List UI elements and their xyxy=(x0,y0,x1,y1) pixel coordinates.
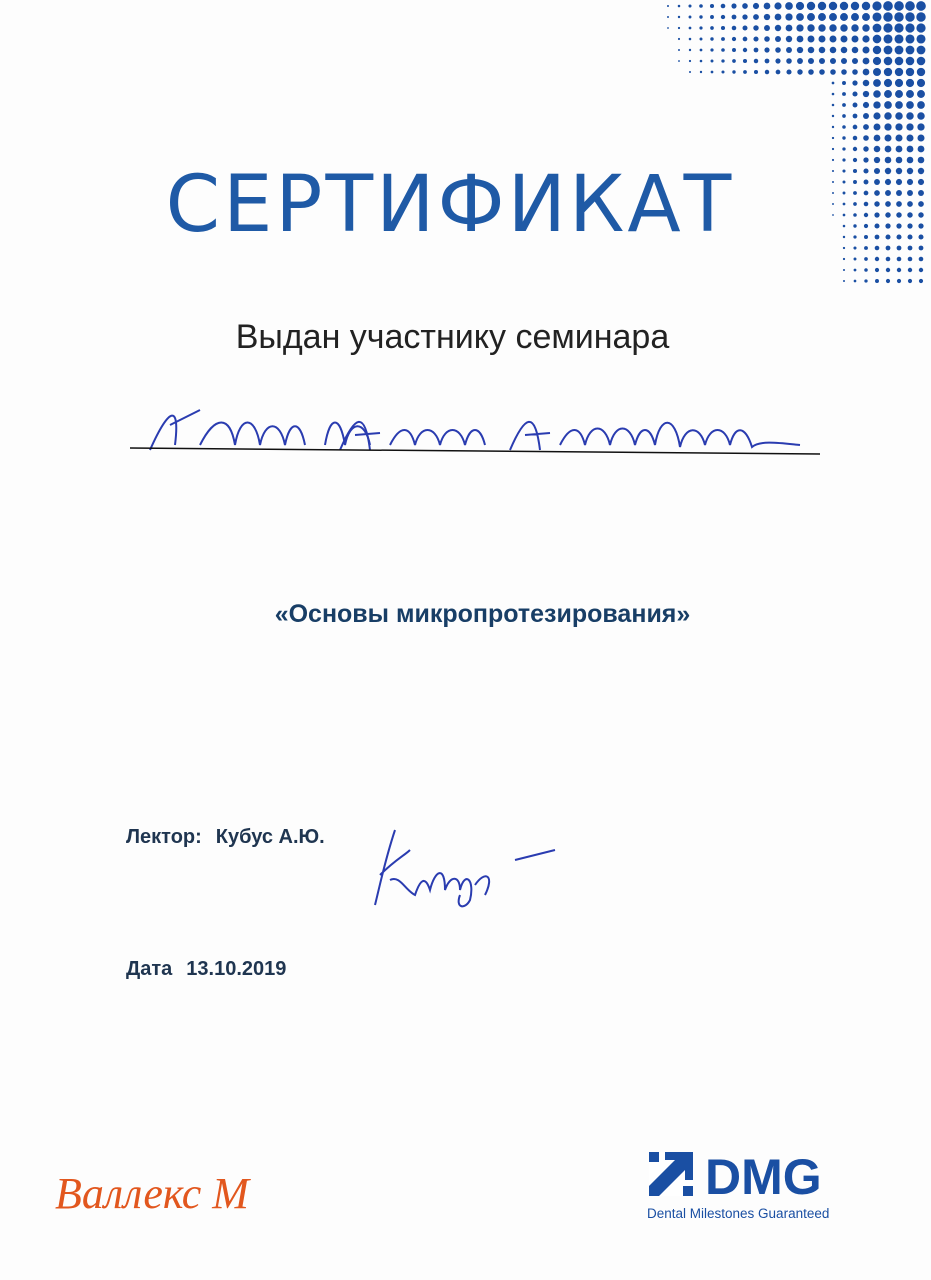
decorative-dot xyxy=(753,14,759,20)
decorative-dot xyxy=(862,24,869,31)
decorative-dot xyxy=(678,38,680,40)
decorative-dot xyxy=(807,13,815,21)
decorative-dot xyxy=(918,190,924,196)
decorative-dot xyxy=(853,114,858,119)
dmg-name: DMG xyxy=(705,1149,822,1205)
decorative-dot xyxy=(862,2,870,10)
decorative-dot xyxy=(832,148,834,150)
decorative-dot xyxy=(873,24,882,33)
decorative-dot xyxy=(908,268,912,272)
decorative-dot xyxy=(819,47,826,54)
decorative-dot xyxy=(742,3,748,9)
decorative-dot xyxy=(853,147,857,151)
decorative-dot xyxy=(832,93,835,96)
decorative-dot xyxy=(829,2,837,10)
decorative-dot xyxy=(700,38,703,41)
decorative-dot xyxy=(905,34,914,43)
decorative-dot xyxy=(886,279,890,283)
decorative-dot xyxy=(883,34,892,43)
decorative-dot xyxy=(689,49,691,51)
decorative-dot xyxy=(863,58,870,65)
decorative-dot xyxy=(852,47,859,54)
decorative-dot xyxy=(776,70,781,75)
dmg-arrow-icon xyxy=(649,1152,693,1196)
decorative-dot xyxy=(796,24,803,31)
decorative-dot xyxy=(863,102,869,108)
decorative-dot xyxy=(764,14,770,20)
decorative-dot xyxy=(721,15,725,19)
decorative-dot xyxy=(873,79,881,87)
decorative-dot xyxy=(699,26,702,29)
decorative-dot xyxy=(918,201,924,207)
decorative-dot xyxy=(678,27,680,29)
decorative-dot xyxy=(764,36,770,42)
decorative-dot xyxy=(710,48,713,51)
decorative-dot xyxy=(873,46,881,54)
decorative-dot xyxy=(732,48,736,52)
decorative-dot xyxy=(796,13,804,21)
decorative-dot xyxy=(710,37,713,40)
decorative-dot xyxy=(721,4,726,9)
decorative-dot xyxy=(829,24,836,31)
decorative-dot xyxy=(721,70,724,73)
vallex-logo-text: Валлекс М xyxy=(55,1169,249,1218)
decorative-dot xyxy=(897,279,901,283)
decorative-dot xyxy=(916,1,926,11)
decorative-dot xyxy=(700,71,702,73)
decorative-dot xyxy=(753,36,758,41)
decorative-dot xyxy=(842,114,846,118)
decorative-dot xyxy=(918,234,923,239)
decorative-dot xyxy=(884,134,891,141)
decorative-dot xyxy=(775,36,781,42)
decorative-dot xyxy=(907,201,913,207)
lecturer-line xyxy=(126,826,325,849)
decorative-dot xyxy=(916,12,925,21)
decorative-dot xyxy=(873,101,880,108)
decorative-dot xyxy=(711,71,714,74)
decorative-dot xyxy=(864,257,868,261)
decorative-dot xyxy=(905,1,915,11)
decorative-dot xyxy=(785,13,792,20)
decorative-dot xyxy=(808,69,814,75)
decorative-dot xyxy=(841,69,847,75)
decorative-dot xyxy=(862,13,870,21)
decorative-dot xyxy=(906,123,913,130)
decorative-dot xyxy=(906,90,914,98)
decorative-dot xyxy=(883,12,892,21)
decorative-dot xyxy=(908,279,912,283)
decorative-dot xyxy=(743,48,747,52)
decorative-dot xyxy=(853,103,858,108)
decorative-dot xyxy=(797,69,802,74)
decorative-dot xyxy=(895,112,902,119)
issued-to-text: Выдан участнику семинара xyxy=(235,318,670,356)
decorative-dot xyxy=(916,34,925,43)
decorative-dot xyxy=(731,3,736,8)
decorative-dot xyxy=(818,2,826,10)
decorative-dot xyxy=(863,124,869,130)
decorative-dot xyxy=(775,47,781,53)
decorative-dot xyxy=(851,24,858,31)
decorative-dot xyxy=(907,168,913,174)
decorative-dot xyxy=(908,246,913,251)
decorative-dot xyxy=(917,90,925,98)
decorative-dot xyxy=(863,146,868,151)
decorative-dot xyxy=(732,59,736,63)
decorative-dot xyxy=(700,49,703,52)
decorative-dot xyxy=(710,26,714,30)
decorative-dot xyxy=(797,36,804,43)
decorative-dot xyxy=(819,69,825,75)
decorative-dot xyxy=(917,79,925,87)
decorative-dot xyxy=(808,58,814,64)
decorative-dot xyxy=(906,68,914,76)
decorative-dot xyxy=(906,112,913,119)
decorative-dot xyxy=(896,146,903,153)
decorative-dot xyxy=(895,134,902,141)
decorative-dot xyxy=(842,92,846,96)
decorative-dot xyxy=(886,257,891,262)
decorative-dot xyxy=(808,47,815,54)
decorative-dot xyxy=(918,212,923,217)
decorative-dot xyxy=(895,101,903,109)
decorative-dot xyxy=(843,269,845,271)
decorative-dot xyxy=(852,36,859,43)
decorative-dot xyxy=(688,4,691,7)
lecturer-name: Кубус А.Ю. xyxy=(215,826,325,848)
decorative-dot xyxy=(786,25,793,32)
decorative-dot xyxy=(710,4,714,8)
decorative-dot xyxy=(917,57,926,66)
decorative-dot xyxy=(832,115,834,117)
decorative-dot xyxy=(873,68,881,76)
decorative-dot xyxy=(764,47,769,52)
decorative-dot xyxy=(875,268,879,272)
decorative-dot xyxy=(689,38,692,41)
decorative-dot xyxy=(884,101,892,109)
decorative-dot xyxy=(884,90,892,98)
decorative-dot xyxy=(797,58,803,64)
decorative-dot xyxy=(883,1,893,11)
decorative-dot xyxy=(862,35,869,42)
decorative-dot xyxy=(864,268,868,272)
decorative-dot xyxy=(895,79,903,87)
decorative-dot xyxy=(907,190,913,196)
decorative-dot xyxy=(897,268,901,272)
decorative-dot xyxy=(906,79,914,87)
decorative-dot xyxy=(884,79,892,87)
decorative-dot xyxy=(851,2,859,10)
decorative-dot xyxy=(711,60,714,63)
decorative-dot xyxy=(895,123,902,130)
decorative-dot xyxy=(897,257,902,262)
decorative-dot xyxy=(853,125,858,130)
decorative-dot xyxy=(765,70,769,74)
decorative-dot xyxy=(843,280,845,282)
decorative-dot xyxy=(786,58,792,64)
decorative-dot xyxy=(874,135,881,142)
decorative-dot xyxy=(819,36,826,43)
decorative-dot xyxy=(908,257,913,262)
decorative-dot xyxy=(753,3,759,9)
decorative-dot xyxy=(807,24,814,31)
decorative-dot xyxy=(917,134,924,141)
decorative-dot xyxy=(721,26,725,30)
decorative-dot xyxy=(775,58,780,63)
decorative-dot xyxy=(775,25,781,31)
decorative-dot xyxy=(840,2,848,10)
decorative-dot xyxy=(830,36,837,43)
decorative-dot xyxy=(906,101,914,109)
decorative-dot xyxy=(743,59,747,63)
decorative-dot xyxy=(918,223,923,228)
decorative-dot xyxy=(895,90,903,98)
decorative-dot xyxy=(689,71,691,73)
decorative-dot xyxy=(916,23,925,32)
decorative-dot xyxy=(884,112,891,119)
decorative-dot xyxy=(919,257,924,262)
decorative-dot xyxy=(907,223,912,228)
decorative-dot xyxy=(919,268,923,272)
decorative-dot xyxy=(699,4,703,8)
decorative-dot xyxy=(852,69,858,75)
decorative-dot xyxy=(807,2,815,10)
decorative-dot xyxy=(873,90,881,98)
decorative-dot xyxy=(832,137,834,139)
decorative-dot xyxy=(841,58,847,64)
decorative-dot xyxy=(918,179,924,185)
lecturer-signature xyxy=(365,820,565,910)
decorative-dot xyxy=(754,70,758,74)
decorative-dot xyxy=(895,68,903,76)
decorative-dot xyxy=(872,1,881,10)
decorative-dot xyxy=(883,23,892,32)
decorative-dot xyxy=(895,57,904,66)
decorative-dot xyxy=(819,58,825,64)
decorative-dot xyxy=(863,91,869,97)
decorative-dot xyxy=(796,2,804,10)
decorative-dot xyxy=(786,47,792,53)
course-title: «Основы микропротезирования» xyxy=(274,600,691,628)
decorative-dot xyxy=(786,36,792,42)
decorative-dot xyxy=(885,146,892,153)
decorative-dot xyxy=(743,37,748,42)
decorative-dot xyxy=(863,135,869,141)
decorative-dot xyxy=(852,91,857,96)
decorative-dot xyxy=(808,36,815,43)
decorative-dot xyxy=(873,35,882,44)
decorative-dot xyxy=(852,58,858,64)
decorative-dot xyxy=(854,258,857,261)
decorative-dot xyxy=(918,168,924,174)
decorative-dot xyxy=(872,12,881,21)
decorative-dot xyxy=(874,124,881,131)
decorative-dot xyxy=(919,246,924,251)
date-value: 13.10.2019 xyxy=(186,958,287,980)
decorative-dot xyxy=(721,59,724,62)
decorative-dot xyxy=(854,280,857,283)
decorative-dot xyxy=(864,279,867,282)
decorative-dot xyxy=(907,234,912,239)
decorative-dot xyxy=(667,16,669,18)
decorative-dot xyxy=(917,112,924,119)
decorative-dot xyxy=(678,16,680,18)
decorative-dot xyxy=(754,48,759,53)
decorative-dot xyxy=(842,81,846,85)
decorative-dot xyxy=(830,58,836,64)
decorative-dot xyxy=(832,104,835,107)
vallex-logo xyxy=(55,1160,315,1225)
decorative-dot xyxy=(841,36,848,43)
decorative-dot xyxy=(917,68,925,76)
decorative-dot xyxy=(884,123,891,130)
decorative-dot xyxy=(842,147,845,150)
decorative-dot xyxy=(818,24,825,31)
decorative-dot xyxy=(774,2,781,9)
decorative-dot xyxy=(884,57,893,66)
decorative-dot xyxy=(843,258,845,260)
dmg-logo xyxy=(645,1148,865,1228)
decorative-dot xyxy=(732,26,737,31)
decorative-dot xyxy=(853,136,858,141)
lecturer-label: Лектор: xyxy=(126,826,202,848)
date-line xyxy=(126,958,286,981)
decorative-dot xyxy=(754,59,758,63)
decorative-dot xyxy=(721,37,725,41)
decorative-dot xyxy=(678,5,681,8)
decorative-dot xyxy=(894,23,903,32)
decorative-dot xyxy=(689,27,692,30)
dmg-tagline: Dental Milestones Guaranteed xyxy=(647,1206,830,1221)
decorative-dot xyxy=(895,46,904,55)
decorative-dot xyxy=(830,69,836,75)
decorative-dot xyxy=(906,46,915,55)
decorative-dot xyxy=(764,25,770,31)
decorative-dot xyxy=(863,113,869,119)
decorative-dot xyxy=(797,47,803,53)
decorative-dot xyxy=(851,13,859,21)
decorative-dot xyxy=(732,15,737,20)
decorative-dot xyxy=(907,146,914,153)
decorative-dot xyxy=(874,146,881,153)
decorative-dot xyxy=(905,12,914,21)
decorative-dot xyxy=(873,57,881,65)
decorative-dot xyxy=(732,37,736,41)
decorative-dot xyxy=(905,23,914,32)
decorative-dot xyxy=(764,3,771,10)
decorative-dot xyxy=(906,134,913,141)
decorative-dot xyxy=(863,69,870,76)
decorative-dot xyxy=(742,25,747,30)
decorative-dot xyxy=(832,126,834,128)
decorative-dot xyxy=(830,47,837,54)
decorative-dot xyxy=(884,46,893,55)
decorative-dot xyxy=(919,279,923,283)
decorative-dot xyxy=(907,212,912,217)
decorative-dot xyxy=(840,24,847,31)
decorative-dot xyxy=(818,13,826,21)
decorative-dot xyxy=(710,15,714,19)
decorative-dot xyxy=(907,179,913,185)
decorative-dot xyxy=(884,68,892,76)
decorative-dot xyxy=(667,27,669,29)
decorative-dot xyxy=(854,269,857,272)
decorative-dot xyxy=(863,80,870,87)
decorative-dot xyxy=(785,2,793,10)
decorative-dot xyxy=(875,279,879,283)
decorative-dot xyxy=(689,60,691,62)
decorative-dot xyxy=(786,69,791,74)
signature-underline xyxy=(130,440,820,470)
decorative-dot xyxy=(907,157,914,164)
decorative-dot xyxy=(832,82,835,85)
decorative-dot xyxy=(894,34,903,43)
decorative-dot xyxy=(886,268,890,272)
decorative-dot xyxy=(906,57,915,66)
decorative-dot xyxy=(667,5,669,7)
decorative-dot xyxy=(840,13,848,21)
decorative-dot xyxy=(917,101,925,109)
decorative-dot xyxy=(775,14,782,21)
decorative-dot xyxy=(875,257,879,261)
decorative-dot xyxy=(852,80,857,85)
decorative-dot xyxy=(918,146,925,153)
certificate-title: СЕРТИФИКАТ xyxy=(165,160,735,250)
decorative-dot xyxy=(918,157,925,164)
decorative-dot xyxy=(721,48,725,52)
decorative-dot xyxy=(765,59,770,64)
decorative-dot xyxy=(894,12,903,21)
decorative-dot xyxy=(700,60,703,63)
decorative-dot xyxy=(699,15,702,18)
decorative-dot xyxy=(678,60,680,62)
decorative-dot xyxy=(678,49,680,51)
decorative-dot xyxy=(917,123,924,130)
decorative-dot xyxy=(862,46,869,53)
decorative-dot xyxy=(742,14,747,19)
decorative-dot xyxy=(842,136,845,139)
decorative-dot xyxy=(873,112,880,119)
decorative-dot xyxy=(753,25,758,30)
decorative-dot xyxy=(841,47,848,54)
decorative-dot xyxy=(842,103,846,107)
decorative-dot xyxy=(842,125,846,129)
decorative-dot xyxy=(917,46,926,55)
decorative-dot xyxy=(732,70,735,73)
decorative-dot xyxy=(743,70,747,74)
decorative-dot xyxy=(894,1,904,11)
decorative-dot xyxy=(689,16,692,19)
date-label: Дата xyxy=(126,958,173,980)
decorative-dot xyxy=(829,13,837,21)
